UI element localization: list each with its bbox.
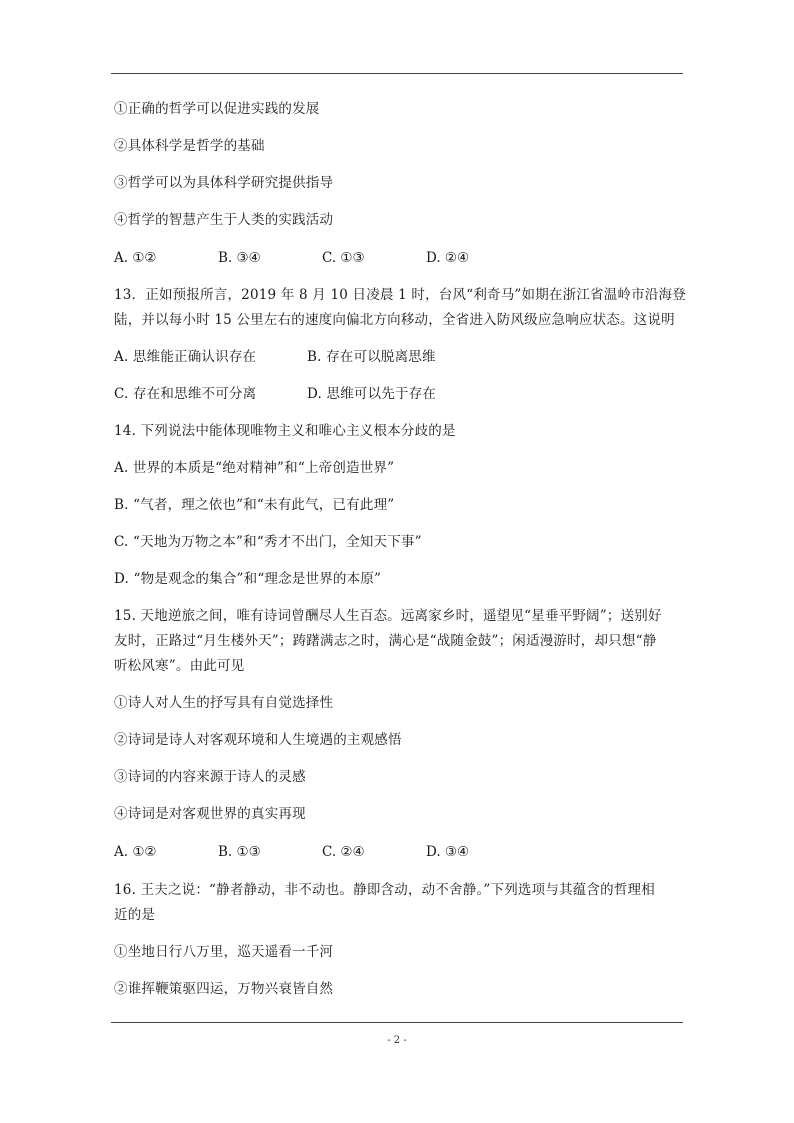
page-number: - 2 - <box>387 1035 407 1046</box>
q13-option-d: D. 思维可以先于存在 <box>307 386 437 402</box>
q15-stem-line-2: 友时，正路过“月生楼外天”；踌躇满志之时，满心是“战随金鼓”；闲适漫游时，却只想“静 <box>114 633 657 649</box>
q16-item-1: ①坐地日行八万里，巡天遥看一千河 <box>114 944 334 960</box>
q14-option-a: A. 世界的本质是“绝对精神”和“上帝创造世界” <box>114 460 395 476</box>
q15-option-b: B. ①③ <box>218 844 261 860</box>
q15-item-2: ②诗词是诗人对客观环境和人生境遇的主观感悟 <box>114 732 402 748</box>
q13-option-a: A. 思维能正确认识存在 <box>114 349 257 365</box>
q14-stem: 14. 下列说法中能体现唯物主义和唯心主义根本分歧的是 <box>114 423 456 439</box>
q14-option-b: B. “气者，理之依也”和“未有此气，已有此理” <box>114 497 395 513</box>
q14-option-c: C. “天地为万物之本”和“秀才不出门，全知天下事” <box>114 534 422 550</box>
q15-option-c: C. ②④ <box>322 844 365 860</box>
q16-item-2: ②谁挥鞭策驱四运，万物兴衰皆自然 <box>114 981 334 997</box>
q13-option-b: B. 存在可以脱离思维 <box>307 349 436 365</box>
q12-item-4: ④哲学的智慧产生于人类的实践活动 <box>114 212 334 228</box>
q15-stem-line-3: 听松风寒”。由此可见 <box>114 658 245 674</box>
q12-item-3: ③哲学可以为具体科学研究提供指导 <box>114 175 334 191</box>
q12-option-a: A. ①② <box>114 250 157 266</box>
header-rule <box>111 73 683 74</box>
q13-option-c: C. 存在和思维不可分离 <box>114 386 257 402</box>
footer-rule <box>111 1022 683 1023</box>
q13-stem-line-2: 陆，并以每小时 15 公里左右的速度向偏北方向移动，全省进入防风级应急响应状态。这说明 <box>114 312 675 328</box>
q12-option-c: C. ①③ <box>322 250 365 266</box>
q16-stem-line-1: 16. 王夫之说：“静者静动，非不动也。静即含动，动不舍静。”下列选项与其蕴含的哲理相 <box>114 882 655 898</box>
q16-stem-line-2: 近的是 <box>114 907 156 923</box>
q12-option-b: B. ③④ <box>218 250 261 266</box>
q15-option-d: D. ③④ <box>426 844 470 860</box>
q12-item-1: ①正确的哲学可以促进实践的发展 <box>114 101 320 117</box>
q15-stem-line-1: 15. 天地逆旅之间，唯有诗词曾酬尽人生百态。远离家乡时，遥望见“星垂平野阔”；送别好 <box>114 608 662 624</box>
q12-item-2: ②具体科学是哲学的基础 <box>114 138 265 154</box>
q12-option-d: D. ②④ <box>426 250 470 266</box>
q15-item-1: ①诗人对人生的抒写具有自觉选择性 <box>114 695 334 711</box>
q15-option-a: A. ①② <box>114 844 157 860</box>
q15-item-4: ④诗词是对客观世界的真实再现 <box>114 806 306 822</box>
q14-option-d: D. “物是观念的集合”和“理念是世界的本原” <box>114 571 382 587</box>
q15-item-3: ③诗词的内容来源于诗人的灵感 <box>114 769 306 785</box>
q13-stem-line-1: 13．正如预报所言，2019 年 8 月 10 日凌晨 1 时，台风“利奇马”如期在浙江省温岭市沿海登 <box>114 287 686 303</box>
